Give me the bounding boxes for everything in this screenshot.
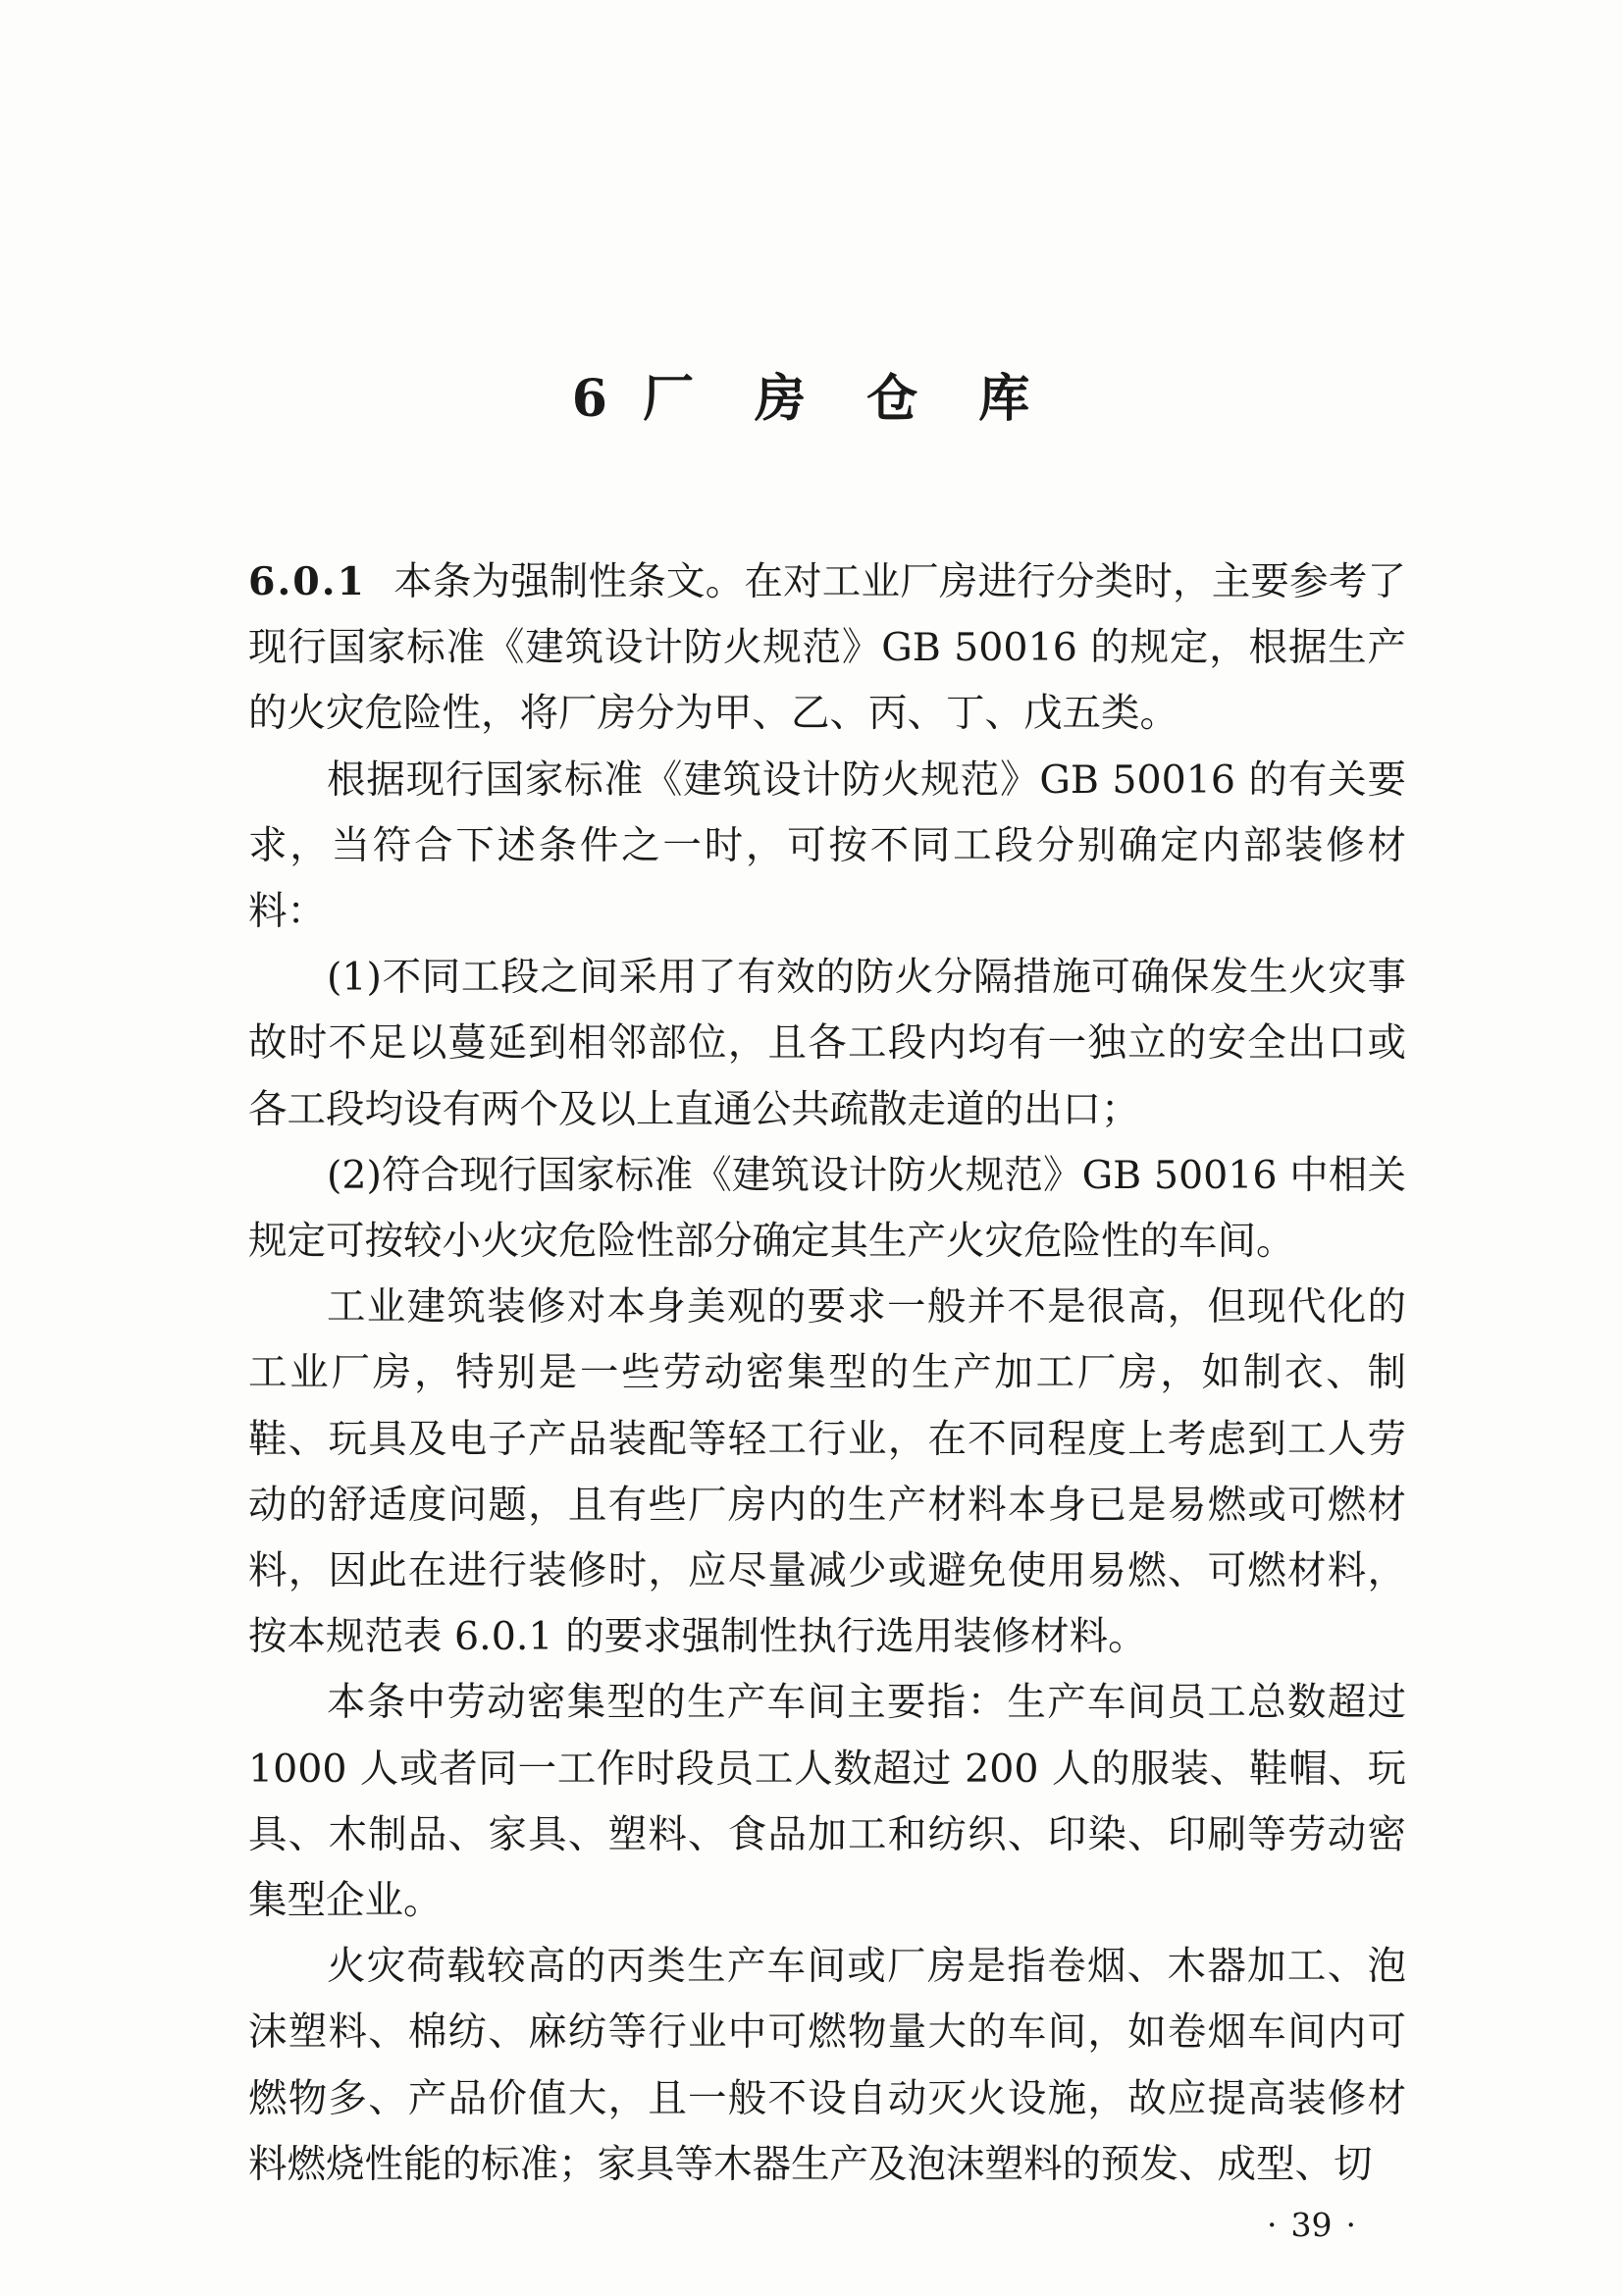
paragraph <box>248 549 1406 748</box>
paragraph-text: 本条为强制性条文。在对工业厂房进行分类时，主要参考了现行国家标准《建筑设计防火规范》GB 50016 的规定，根据生产的火灾危险性，将厂房分为甲、乙、丙、丁、戊五类。 <box>248 559 1406 737</box>
paragraph: 火灾荷载较高的丙类生产车间或厂房是指卷烟、木器加工、泡沫塑料、棉纺、麻纺等行业中可燃物量大的车间，如卷烟车间内可燃物多、产品价值大，且一般不设自动灭火设施，故应提高装修材料燃烧性能的标准；家具等木器生产及泡沫塑料的预发、成型、切 <box>248 1944 1406 2187</box>
page-number: · 39 · <box>1267 2206 1356 2244</box>
paragraph: (2)符合现行国家标准《建筑设计防火规范》GB 50016 中相关规定可按较小火灾危险性部分确定其生产火灾危险性的车间。 <box>248 1152 1406 1265</box>
clause-number: 6.0.1 <box>248 559 366 604</box>
chapter-heading <box>0 365 1623 434</box>
clause-body <box>248 549 1406 2198</box>
paragraph: 根据现行国家标准《建筑设计防火规范》GB 50016 的有关要求，当符合下述条件之一时，可按不同工段分别确定内部装修材料： <box>248 757 1406 935</box>
paragraph: 本条中劳动密集型的生产车间主要指：生产车间员工总数超过 1000 人或者同一工作时段员工人数超过 200 人的服装、鞋帽、玩具、木制品、家具、塑料、食品加工和纺织、印染、印刷等劳动密集型企业。 <box>248 1680 1406 1924</box>
paragraph: 工业建筑装修对本身美观的要求一般并不是很高，但现代化的工业厂房，特别是一些劳动密集型的生产加工厂房，如制衣、制鞋、玩具及电子产品装配等轻工行业，在不同程度上考虑到工人劳动的舒适度问题，且有些厂房内的生产材料本身已是易燃或可燃材料，因此在进行装修时，应尽量减少或避免使用易燃、可燃材料，按本规范表 6.0.1 的要求强制性执行选用装修材料。 <box>248 1284 1406 1660</box>
chapter-title: 厂 房 仓 库 <box>642 369 1052 429</box>
page-number-value: 39 <box>1290 2206 1333 2244</box>
chapter-number: 6 <box>571 369 607 429</box>
paragraph: (1)不同工段之间采用了有效的防火分隔措施可确保发生火灾事故时不足以蔓延到相邻部位，且各工段内均有一独立的安全出口或各工段均设有两个及以上直通公共疏散走道的出口； <box>248 955 1406 1132</box>
